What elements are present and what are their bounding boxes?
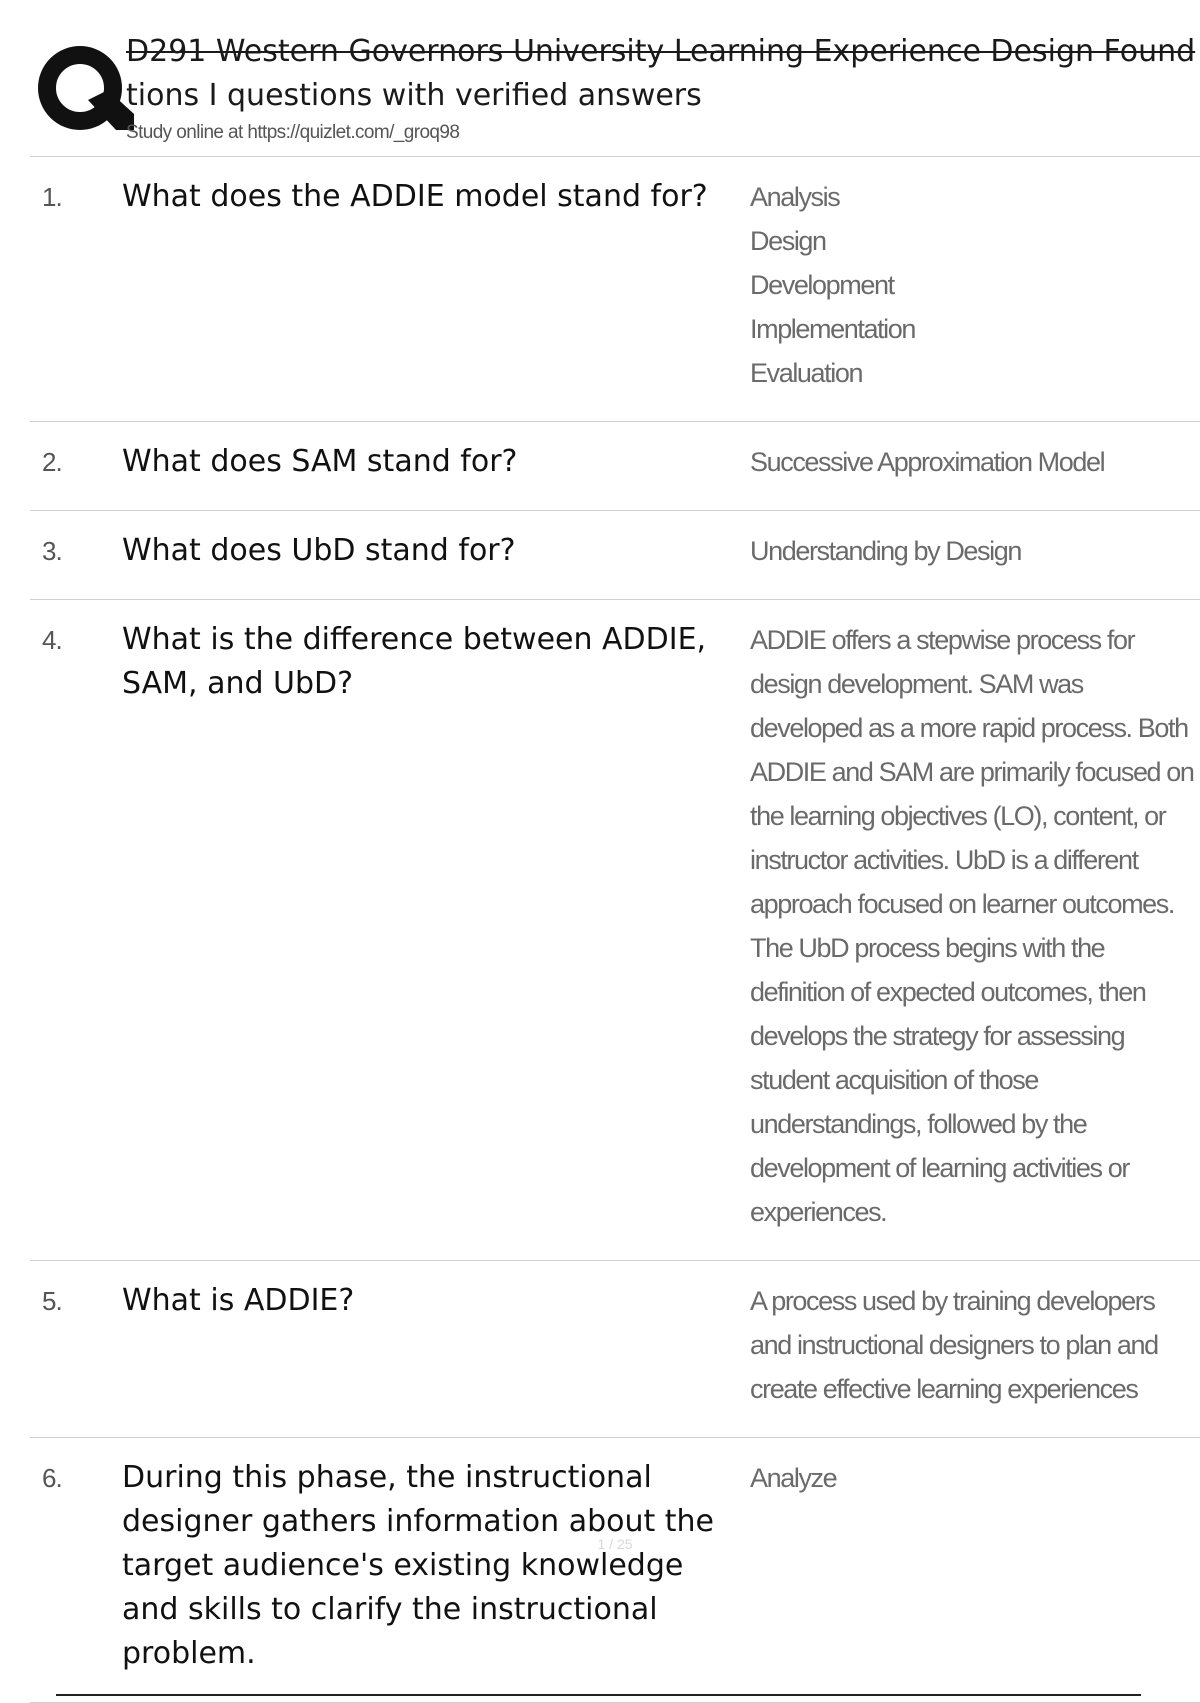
question-text: During this phase, the instructional designer gathers information about the target audience's existing knowledge and skills to clarify the instructional problem. bbox=[122, 1460, 715, 1671]
answer-text bbox=[750, 175, 1200, 395]
question-text: What does the ADDIE model stand for? bbox=[122, 179, 708, 214]
title-line-1: D291 Western Governors University Learning Experience Design Found bbox=[126, 34, 1196, 69]
question-text: What does UbD stand for? bbox=[122, 533, 516, 568]
question-text: What does SAM stand for? bbox=[122, 444, 518, 479]
qa-row bbox=[30, 1438, 1200, 1703]
answer-line: Development bbox=[750, 270, 894, 300]
bottom-divider bbox=[56, 1694, 1141, 1696]
answer-line: A process used by training developers and instructional designers to plan and create effective learning experiences bbox=[750, 1286, 1158, 1404]
answer-text bbox=[750, 1279, 1200, 1411]
answer-line: Analysis bbox=[750, 182, 840, 212]
quizlet-logo-icon bbox=[30, 38, 140, 148]
question-number: 6. bbox=[42, 1463, 62, 1493]
question-number: 3. bbox=[42, 536, 62, 566]
answer-line: Design bbox=[750, 226, 826, 256]
question-answer-list bbox=[30, 156, 1200, 1703]
answer-line: Successive Approximation Model bbox=[750, 447, 1105, 477]
question-number: 1. bbox=[42, 182, 62, 212]
answer-line: ADDIE offers a stepwise process for design development. SAM was developed as a more rapid process. Both ADDIE and SAM are primarily focused on the learning objectives (LO), content, or instructor activities. UbD is a different approach focused on learner outcomes. The UbD process begins with the definition of expected outcomes, then develops the strategy for assessing student acquisition of those understandings, followed by the development of learning activities or experiences. bbox=[750, 625, 1194, 1227]
study-online-link[interactable]: Study online at https://quizlet.com/_groq98 bbox=[126, 122, 460, 143]
title-line-2: tions I questions with verified answers bbox=[126, 78, 702, 113]
answer-text bbox=[750, 618, 1200, 1234]
answer-line: Understanding by Design bbox=[750, 536, 1021, 566]
document-header bbox=[30, 30, 1200, 160]
answer-text bbox=[750, 529, 1200, 573]
qa-row bbox=[30, 157, 1200, 422]
question-number: 4. bbox=[42, 625, 62, 655]
page-number: 1 / 25 bbox=[597, 1536, 633, 1552]
question-number: 2. bbox=[42, 447, 62, 477]
qa-row bbox=[30, 422, 1200, 511]
question-number: 5. bbox=[42, 1286, 62, 1316]
qa-row bbox=[30, 600, 1200, 1261]
answer-text bbox=[750, 1456, 1200, 1676]
qa-row bbox=[30, 1261, 1200, 1438]
answer-line: Evaluation bbox=[750, 358, 863, 388]
question-text: What is ADDIE? bbox=[122, 1283, 355, 1318]
answer-text bbox=[750, 440, 1200, 484]
qa-row bbox=[30, 511, 1200, 600]
question-text: What is the difference between ADDIE, SAM, and UbD? bbox=[122, 622, 707, 701]
document-title bbox=[126, 30, 1200, 144]
answer-line: Analyze bbox=[750, 1463, 837, 1493]
answer-line: Implementation bbox=[750, 314, 915, 344]
